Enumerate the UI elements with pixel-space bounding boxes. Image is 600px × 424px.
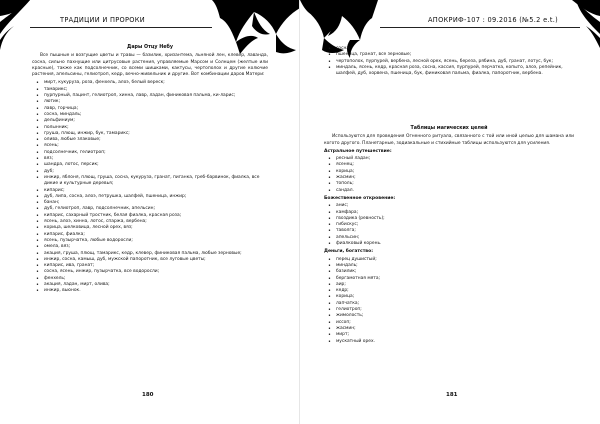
list-item: • акация, груша, плющ, тамарикс, кедр, клевер, финиковая пальма, любые зерновые; [44, 251, 268, 257]
list-item: • пурпурный, пацинт, гелиотроп, хинна, лавр, ладан, финиковая пальма, ки-ларис; [44, 93, 268, 99]
running-head-right: АПОКРИФ-107 : 09.2016 (№5.2 e.t.) [428, 16, 558, 24]
list-item: • гвоздика (ревность); [336, 216, 574, 222]
list-item: • фенхель; [44, 276, 268, 282]
list-item: • чертополох, пурпурей, вербена, лесной орех, ясень, береза, рябина, дуб, гранат, лотус, бук; [336, 59, 574, 65]
list-item: • тополь; [336, 181, 574, 187]
intro-paragraph: Все пышные и возгущие цветы и травы — базилик, хризантема, льняной лен, клевер, лаванда, сосна, сильно пахнущие или цитрусовые растения, управляемые Марсом и Солнцем (желтые или красные), также как подсолнечник, со всеми шишками, кактусы, чертополох и другие колючие растения, апельсины, гелиотроп, кедр, вечно-живельник и другие. Вот комбинации даров Матери: [32, 53, 268, 78]
purpose-heading: Божественное откровение: [324, 195, 396, 201]
list-item: • ясенец; [336, 162, 574, 168]
list-item: • таволга; [336, 228, 574, 234]
list-item: • шандра, лотос, персик; [44, 162, 268, 168]
list-item: • ясень, алоэ, хинна, лотос, спаржа, вербена; [44, 219, 268, 225]
list-item: • камфара; [336, 210, 574, 216]
list-item: • гелиотроп; [336, 307, 574, 313]
list-item: • олива, любые злаковые; [44, 137, 268, 143]
list-item: • мирт, кукуруза, роза, фенхель, алоэ, белый вереск; [44, 80, 268, 86]
list-item: • ресный ладан; [336, 156, 574, 162]
list-item: • гибискус; [336, 222, 574, 228]
list-item: • банан; [44, 200, 268, 206]
list-item: • пшеница, гранат, все зерновые; [336, 52, 574, 58]
list-item: • бергамотная мята; [336, 276, 574, 282]
list-item: • сандал. [336, 188, 574, 194]
list-item: • сосна, миндаль; [44, 112, 268, 118]
list-item: • кипарис, сахарный тростник, белая фиалка, красная роза; [44, 213, 268, 219]
purpose-heading: Астральное путешествие: [324, 148, 392, 154]
continued-list-block [324, 46, 574, 77]
continued-gift-list [324, 46, 574, 77]
list-item: • груша, плющ, инжир, бук, тамарикс; [44, 131, 268, 137]
list-item: • инжир, сосна, камыш, дуб, мужской папоротник, все луговые цветы; [44, 257, 268, 263]
list-item: • жимолость; [336, 313, 574, 319]
right-page [300, 0, 600, 424]
list-item: • подсолнечник, гелиотроп; [44, 150, 268, 156]
left-text-block [32, 45, 268, 295]
list-item: • дуб, липа, сосна, алоэ, петрушка, шалфей, пшеница, инжир; [44, 194, 268, 200]
list-item: • полынник; [44, 125, 268, 131]
list-item: • ясень; [44, 143, 268, 149]
list-item: • жасмин; [336, 326, 574, 332]
list-item: • анис; [336, 203, 574, 209]
list-item: • мускатный орех. [336, 339, 574, 345]
list-item: • ясень, пузырчатка, любые водоросли; [44, 238, 268, 244]
list-item: • лютик; [44, 99, 268, 105]
list-item: • сосна; [336, 46, 574, 52]
list-item: • базилик; [336, 269, 574, 275]
list-item: • акация, ладан, мирт, олива; [44, 282, 268, 288]
table-intro-paragraph: Используются для проведения Огненного ритуала, связанного с той или иной целью для шамана или когото другого. Планетарные, зодиакальные и стихийные таблицы используются для усиления. [324, 134, 574, 146]
purpose-list [324, 257, 574, 345]
list-item: • лавр, горчица; [44, 106, 268, 112]
list-item: • кипарис, фиалка; [44, 232, 268, 238]
page-number-right: 181 [446, 392, 458, 398]
list-item: • корица, шелковица, лесной орех, вяз; [44, 225, 268, 231]
list-item: • сосна, ясень, инжир, пузырчатка, все водоросли; [44, 269, 268, 275]
list-item: • фиалковый корень. [336, 241, 574, 247]
list-item: • тамарикс; [44, 87, 268, 93]
right-text-block [324, 126, 574, 345]
list-item: • апельсин; [336, 235, 574, 241]
list-item: • миндаль; [336, 263, 574, 269]
list-item: • корица; [336, 294, 574, 300]
section-heading: Дары Отцу Небу [127, 45, 173, 50]
list-item: • дуб, гелиотроп, лавр, подсолнечник, апельсин; [44, 206, 268, 212]
list-item: • жасмин; [336, 175, 574, 181]
list-item: • вяз; [44, 156, 268, 162]
list-item: • миндаль, ясень, кедр, красная роза, сосна, кассия, пурпурей, перчатка, копыто, алоэ, репейник, шалфей, дуб, хорвена, пшеница, бук, финиковая пальма, фиалка, папоротник, вербена. [336, 65, 574, 78]
header-rule-left [30, 27, 212, 28]
list-item: • кипарис; [44, 188, 268, 194]
table-title: Таблицы магических целей [410, 126, 488, 131]
list-item: • дуб; [44, 169, 268, 175]
list-item: • аир; [336, 282, 574, 288]
magic-purpose-sections [324, 149, 574, 345]
purpose-list [324, 156, 574, 194]
list-item: • инжир, яблоня, плющ, груша, сосна, кукуруза, гранат, пиганка, греб-барвинок, фиалка, все дикие и культурные деревья; [44, 175, 268, 188]
list-item: • кедр; [336, 288, 574, 294]
purpose-list [324, 203, 574, 247]
list-item: • инжир, вьюнок. [44, 288, 268, 294]
gift-list [32, 80, 268, 294]
list-item: • лапчатка; [336, 301, 574, 307]
list-item: • кипарис, ива, гранат; [44, 263, 268, 269]
purpose-heading: Деньги, богатство: [324, 249, 374, 255]
header-rule-right [380, 27, 580, 28]
page-number-left: 180 [142, 392, 154, 398]
list-item: • корица; [336, 169, 574, 175]
running-head-left: ТРАДИЦИИ И ПРОРОКИ [60, 16, 146, 24]
list-item: • мирт; [336, 332, 574, 338]
list-item: • дельфиниум; [44, 118, 268, 124]
list-item: • перец душистый; [336, 257, 574, 263]
list-item: • иссоп; [336, 320, 574, 326]
list-item: • омела, вяз; [44, 244, 268, 250]
